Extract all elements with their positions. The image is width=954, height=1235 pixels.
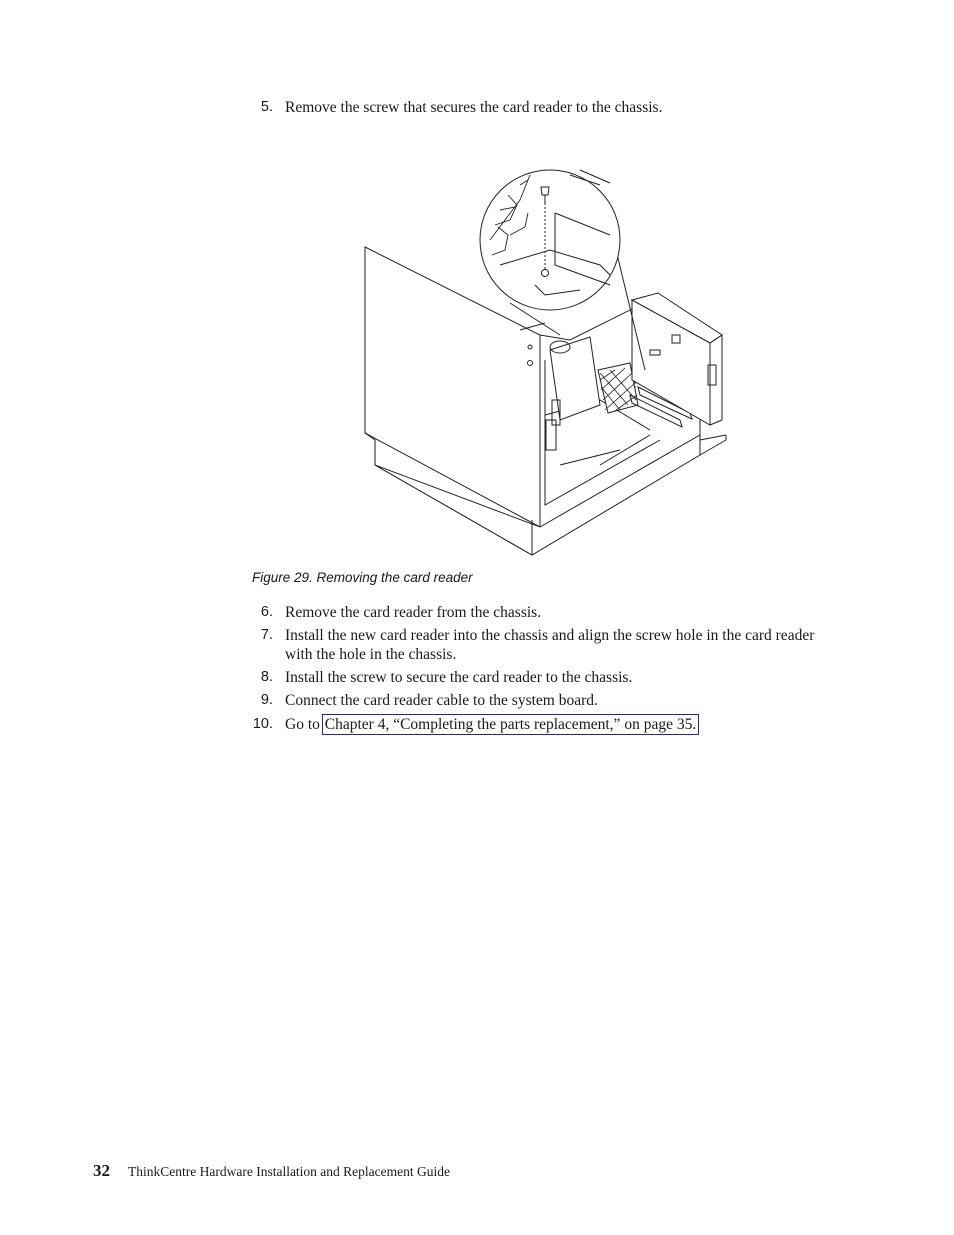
chapter-4-link[interactable]: Chapter 4, “Completing the parts replacement,” on page 35. [324, 716, 697, 733]
card-reader-removal-illustration [360, 165, 732, 560]
step-number: 10. [252, 716, 273, 732]
step-number: 6. [260, 604, 273, 620]
footer-title: ThinkCentre Hardware Installation and Replacement Guide [128, 1164, 451, 1179]
step-text: Install the new card reader into the chassis and align the screw hole in the card reader with the hole in the chassis. [285, 627, 815, 663]
step-text: Connect the card reader cable to the system board. [285, 692, 598, 709]
step-number: 7. [260, 627, 273, 643]
step-number: 5. [260, 99, 273, 115]
step-number: 9. [260, 692, 273, 708]
figure-caption: Figure 29. Removing the card reader [252, 570, 473, 585]
step-number: 8. [260, 669, 273, 685]
step-text: Install the screw to secure the card reader to the chassis. [285, 669, 633, 686]
page-number: 32 [93, 1161, 110, 1180]
step-text-prefix: Go to [285, 716, 324, 733]
page-footer [93, 1161, 450, 1185]
step-text: Remove the screw that secures the card reader to the chassis. [285, 99, 663, 116]
step-text: Remove the card reader from the chassis. [285, 604, 542, 621]
step-text [285, 715, 820, 734]
